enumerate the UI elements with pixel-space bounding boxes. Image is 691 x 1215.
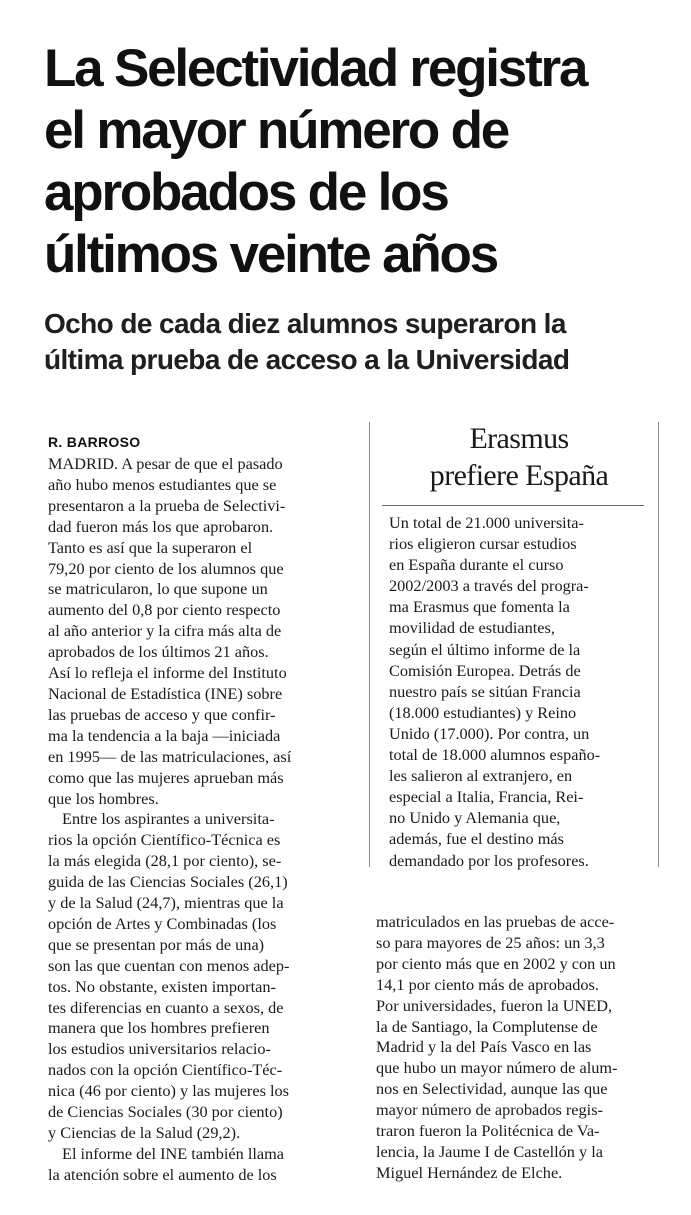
text-line: rios la opción Científico-Técnica es	[48, 830, 281, 850]
text-line: especial a Italia, Francia, Rei-	[389, 787, 584, 807]
text-line: El informe del INE también llama	[62, 1143, 284, 1163]
text-line: por ciento más que en 2002 y con un	[376, 953, 616, 973]
sidebar-title-divider	[382, 505, 644, 506]
text-line: en 1995— de las matriculaciones, así	[48, 746, 292, 766]
text-line: nica (46 por ciento) y las mujeres los	[48, 1081, 289, 1101]
text-line: nuestro país se sitúan Francia	[389, 681, 581, 701]
text-line: según el último informe de la	[389, 639, 581, 659]
text-line: presentaron a la prueba de Selectivi-	[48, 495, 286, 515]
byline: R. BARROSO	[48, 434, 141, 450]
text-line: como que las mujeres aprueban más	[48, 767, 284, 787]
headline-line: La Selectividad registra	[44, 39, 587, 98]
text-line: Madrid y la del País Vasco en las	[376, 1037, 592, 1057]
text-line: que los hombres.	[48, 788, 159, 808]
headline-line: aprobados de los	[44, 163, 448, 222]
text-line: 79,20 por ciento de los alumnos que	[48, 558, 284, 578]
text-line: movilidad de estudiantes,	[389, 618, 555, 638]
text-line: y Ciencias de la Salud (29,2).	[48, 1123, 241, 1142]
text-line: dad fueron más los que aprobaron.	[48, 516, 274, 536]
text-line: la atención sobre el aumento de los	[48, 1164, 277, 1184]
text-line: MADRID. A pesar de que el pasado	[48, 454, 283, 473]
sidebar-title-line: prefiere España	[429, 459, 609, 492]
text-line: rios eligieron cursar estudios	[389, 534, 577, 554]
text-line: manera que los hombres prefieren	[48, 1018, 270, 1038]
text-line: Unido (17.000). Por contra, un	[389, 723, 590, 743]
sidebar-title	[380, 420, 658, 494]
text-line: Nacional de Estadística (INE) sobre	[48, 683, 283, 703]
text-line: aumento del 0,8 por ciento respecto	[48, 600, 281, 620]
text-line: 2002/2003 a través del progra-	[389, 576, 589, 596]
headline	[44, 38, 684, 286]
text-line: so para mayores de 25 años: un 3,3	[376, 932, 605, 952]
text-line: son las que cuentan con menos adep-	[48, 955, 290, 975]
text-line: que se presentan por más de una)	[48, 934, 265, 954]
text-line: ma Erasmus que fomenta la	[389, 597, 570, 617]
subhead-line: última prueba de acceso a la Universidad	[44, 344, 570, 375]
text-line: nos en Selectividad, aunque las que	[376, 1079, 608, 1099]
text-line: Por universidades, fueron la UNED,	[376, 995, 613, 1015]
text-line: demandado por los profesores.	[389, 850, 589, 870]
text-line: de Ciencias Sociales (30 por ciento)	[48, 1102, 283, 1122]
headline-line: el mayor número de	[44, 101, 509, 160]
text-line: la más elegida (28,1 por ciento), se-	[48, 851, 282, 871]
text-line: nados con la opción Científico-Téc-	[48, 1060, 283, 1080]
text-line: ma la tendencia a la baja —iniciada	[48, 725, 281, 745]
text-line: la de Santiago, la Complutense de	[376, 1016, 598, 1036]
sidebar-left-rule	[369, 422, 370, 867]
text-line: opción de Artes y Combinadas (los	[48, 913, 277, 933]
headline-line: últimos veinte años	[44, 225, 497, 284]
text-line: Comisión Europea. Detrás de	[389, 660, 581, 680]
text-line: Un total de 21.000 universita-	[389, 513, 584, 532]
subheadline	[44, 306, 684, 378]
text-line: tos. No obstante, existen importan-	[48, 976, 276, 996]
text-line: les salieron al extranjero, en	[389, 766, 573, 786]
text-line: Tanto es así que la superaron el	[48, 537, 253, 557]
text-line: total de 18.000 alumnos españo-	[389, 745, 601, 765]
text-line: las pruebas de acceso y que confir-	[48, 704, 276, 724]
text-line: además, fue el destino más	[389, 829, 564, 849]
text-line: guida de las Ciencias Sociales (26,1)	[48, 872, 288, 892]
text-line: 14,1 por ciento más de aprobados.	[376, 974, 599, 994]
text-line: año hubo menos estudiantes que se	[48, 474, 277, 494]
text-line: (18.000 estudiantes) y Reino	[389, 702, 577, 722]
text-line: al año anterior y la cifra más alta de	[48, 621, 282, 641]
text-line: que hubo un mayor número de alum-	[376, 1058, 618, 1078]
article-column-right	[376, 912, 691, 1184]
text-line: y de la Salud (24,7), mientras que la	[48, 893, 284, 913]
sidebar-title-line: Erasmus	[469, 422, 569, 455]
text-line: traron fueron la Politécnica de Va-	[376, 1121, 600, 1141]
subhead-line: Ocho de cada diez alumnos superaron la	[44, 308, 566, 339]
text-line: Entre los aspirantes a universita-	[62, 809, 275, 829]
text-line: se matricularon, lo que supone un	[48, 579, 268, 599]
article-column-left	[48, 454, 353, 1186]
text-line: no Unido y Alemania que,	[389, 808, 561, 828]
text-line: los estudios universitarios relacio-	[48, 1039, 271, 1059]
text-line: en España durante el curso	[389, 555, 564, 575]
text-line: lencia, la Jaume I de Castellón y la	[376, 1141, 603, 1161]
text-line: tes diferencias en cuanto a sexos, de	[48, 997, 284, 1017]
text-line: Así lo refleja el informe del Instituto	[48, 663, 287, 683]
sidebar-body	[389, 512, 659, 871]
text-line: Miguel Hernández de Elche.	[376, 1162, 563, 1182]
text-line: mayor número de aprobados regis-	[376, 1100, 603, 1120]
text-line: matriculados en las pruebas de acce-	[376, 912, 615, 931]
text-line: aprobados de los últimos 21 años.	[48, 642, 269, 662]
